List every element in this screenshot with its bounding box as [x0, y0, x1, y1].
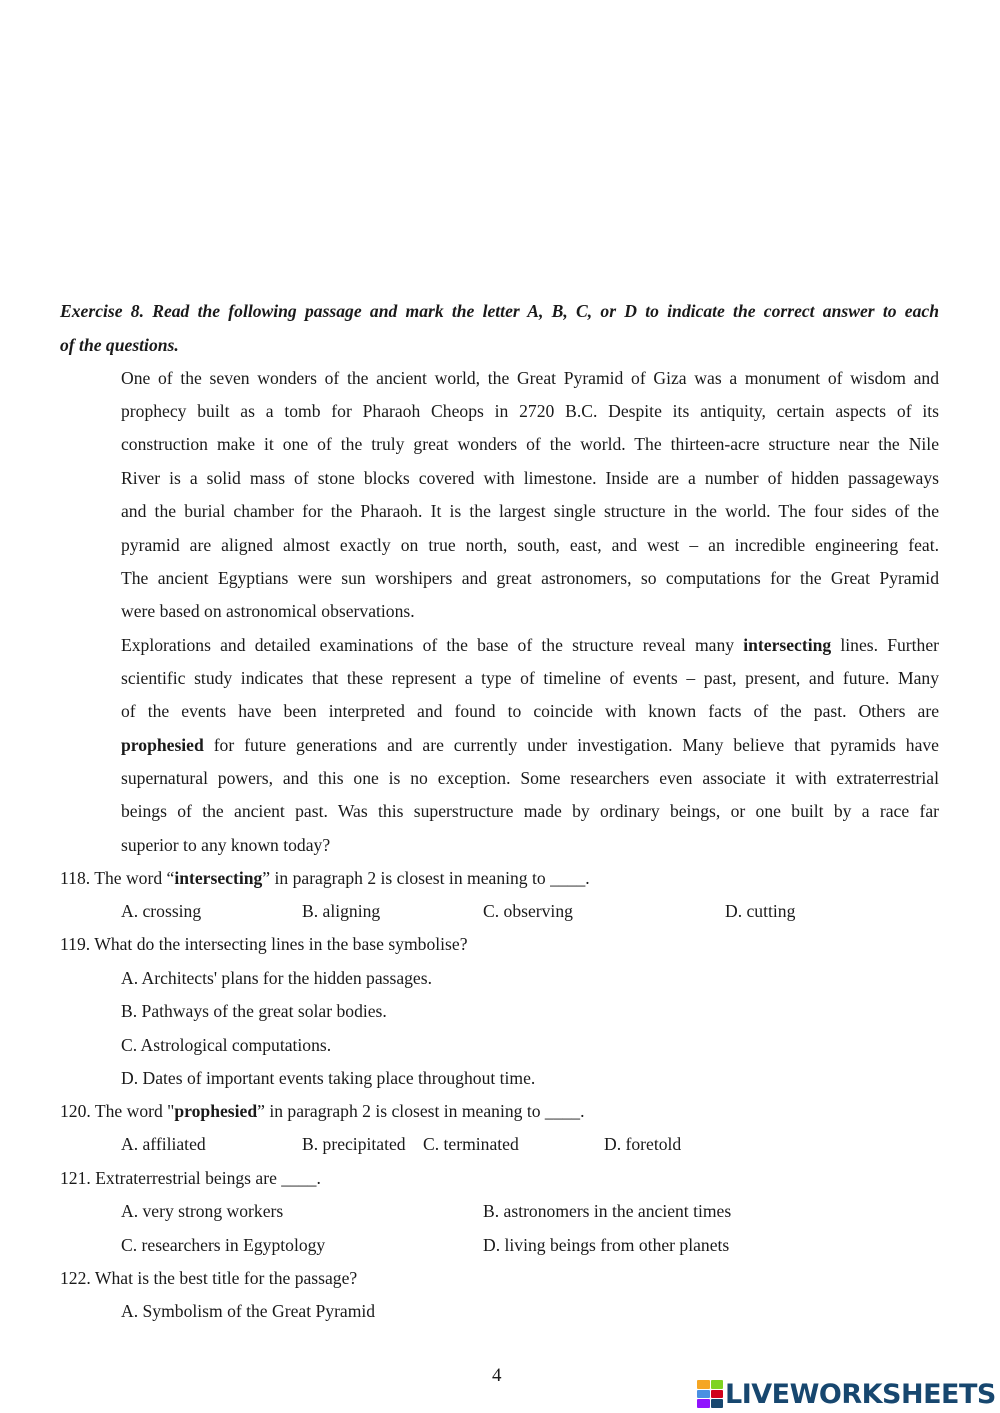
- liveworksheets-logo-icon: [697, 1380, 723, 1408]
- option-121-a[interactable]: A. very strong workers: [121, 1201, 284, 1221]
- passage-text: for future generations and are currently under investigation. Many believe that pyramids have: [203, 735, 939, 755]
- exercise-heading-line2: of the questions.: [60, 335, 179, 355]
- question-text: ” in paragraph 2 is closest in meaning to ____.: [257, 1101, 585, 1121]
- option-118-c[interactable]: C. observing: [483, 901, 573, 921]
- option-120-a[interactable]: A. affiliated: [121, 1134, 206, 1154]
- question-keyword: intersecting: [174, 868, 263, 888]
- option-121-c[interactable]: C. researchers in Egyptology: [121, 1235, 326, 1255]
- passage-line: scientific study indicates that these represent a type of timeline of events – past, present, and future. Many: [121, 668, 939, 688]
- option-119-c[interactable]: C. Astrological computations.: [121, 1035, 332, 1055]
- option-120-c[interactable]: C. terminated: [423, 1134, 519, 1154]
- passage-line: supernatural powers, and this one is no exception. Some researchers even associate it with extraterrestrial: [121, 768, 939, 788]
- question-122: 122. What is the best title for the passage?: [60, 1268, 358, 1288]
- page-number: 4: [492, 1365, 502, 1386]
- question-118: [60, 867, 590, 889]
- passage-line: [121, 734, 939, 756]
- question-text: ” in paragraph 2 is closest in meaning to ____.: [262, 868, 590, 888]
- option-119-a[interactable]: A. Architects' plans for the hidden passages.: [121, 968, 432, 988]
- option-121-d[interactable]: D. living beings from other planets: [483, 1235, 730, 1255]
- option-119-d[interactable]: D. Dates of important events taking place throughout time.: [121, 1068, 536, 1088]
- passage-line: were based on astronomical observations.: [121, 601, 415, 621]
- passage-line: pyramid are aligned almost exactly on true north, south, east, and west – an incredible engineering feat.: [121, 535, 939, 555]
- question-119: 119. What do the intersecting lines in the base symbolise?: [60, 934, 468, 954]
- passage-line: The ancient Egyptians were sun worshipers and great astronomers, so computations for the Great Pyramid: [121, 568, 939, 588]
- passage-line: beings of the ancient past. Was this superstructure made by ordinary beings, or one built by a race far: [121, 801, 939, 821]
- question-keyword: prophesied: [174, 1101, 258, 1121]
- option-120-d[interactable]: D. foretold: [604, 1134, 682, 1154]
- liveworksheets-logo[interactable]: [697, 1378, 996, 1410]
- question-text: 120. The word ": [60, 1101, 175, 1121]
- option-119-b[interactable]: B. Pathways of the great solar bodies.: [121, 1001, 387, 1021]
- passage-line: One of the seven wonders of the ancient world, the Great Pyramid of Giza was a monument of wisdom and: [121, 368, 939, 388]
- keyword-prophesied: prophesied: [121, 735, 204, 755]
- passage-line: and the burial chamber for the Pharaoh. It is the largest single structure in the world. The four sides of the: [121, 501, 939, 521]
- option-120-b[interactable]: B. precipitated: [302, 1134, 406, 1154]
- keyword-intersecting: intersecting: [743, 635, 832, 655]
- passage-text: Explorations and detailed examinations of the base of the structure reveal many: [121, 635, 744, 655]
- passage-line: superior to any known today?: [121, 835, 331, 855]
- option-122-a[interactable]: A. Symbolism of the Great Pyramid: [121, 1301, 376, 1321]
- question-text: 118. The word “: [60, 868, 175, 888]
- passage-line: [121, 634, 939, 656]
- passage-line: construction make it one of the truly great wonders of the world. The thirteen-acre structure near the Nile: [121, 434, 939, 454]
- option-118-d[interactable]: D. cutting: [725, 901, 796, 921]
- exercise-heading-line1: Exercise 8. Read the following passage and mark the letter A, B, C, or D to indicate the correct answer to each: [60, 301, 939, 321]
- passage-line: prophecy built as a tomb for Pharaoh Cheops in 2720 B.C. Despite its antiquity, certain aspects of its: [121, 401, 939, 421]
- option-118-a[interactable]: A. crossing: [121, 901, 202, 921]
- liveworksheets-logo-text: LIVEWORKSHEETS: [725, 1378, 996, 1410]
- option-121-b[interactable]: B. astronomers in the ancient times: [483, 1201, 732, 1221]
- passage-line: of the events have been interpreted and found to coincide with known facts of the past. Others are: [121, 701, 939, 721]
- option-118-b[interactable]: B. aligning: [302, 901, 381, 921]
- passage-text: lines. Further: [831, 635, 940, 655]
- passage-line: River is a solid mass of stone blocks covered with limestone. Inside are a number of hidden passageways: [121, 468, 939, 488]
- question-120: [60, 1100, 585, 1122]
- question-121: 121. Extraterrestrial beings are ____.: [60, 1168, 321, 1188]
